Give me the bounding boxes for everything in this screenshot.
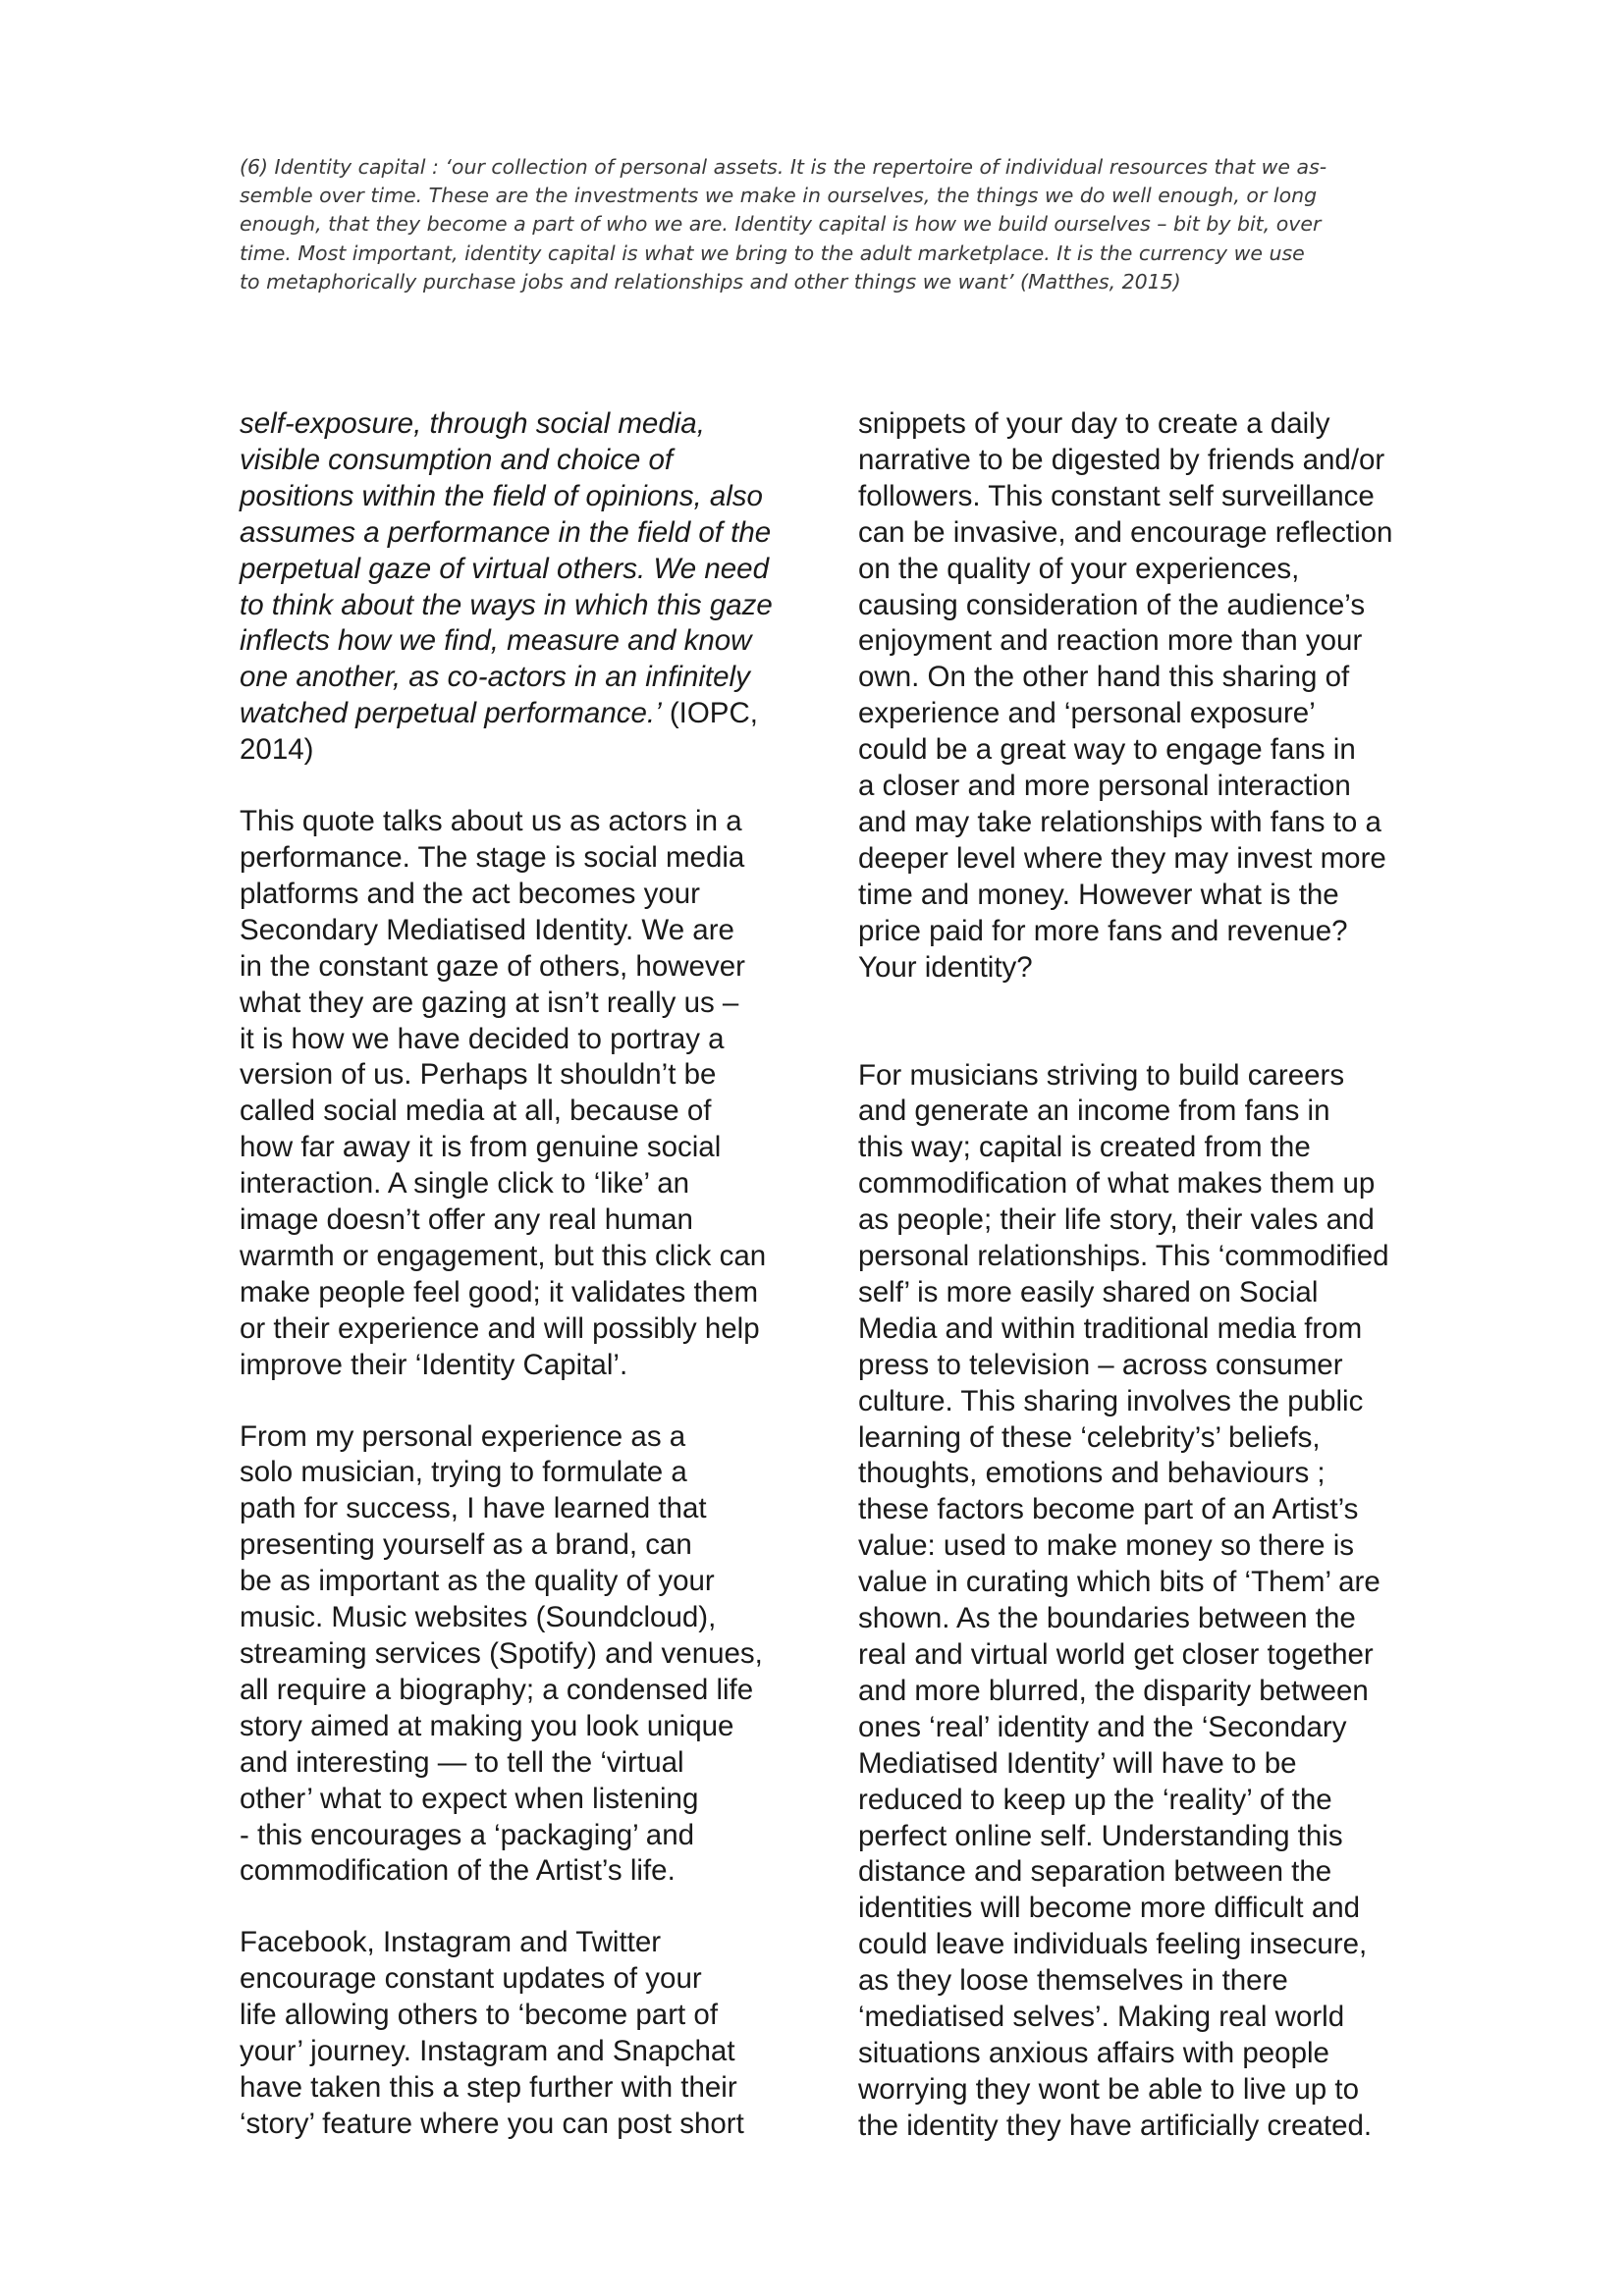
footnote-identity-capital	[240, 153, 1408, 296]
left-column	[240, 406, 809, 2178]
body-paragraph: Facebook, Instagram and Twitter encourage constant updates of your life allowing others to ‘become part of your’ journey. Instagram and Snapchat have taken this a step further with their ‘story’ feature where you can post short	[240, 1926, 744, 2140]
body-paragraph: snippets of your day to create a daily narrative to be digested by friends and/or followers. This constant self surveillance can be invasive, and encourage reflection on the quality of your experiences, causing consideration of the audience’s enjoyment and reaction more than your own. On the other hand this sharing of experience and ‘personal exposure’ could be a great way to engage fans in a closer and more personal interaction and may take relationships with fans to a deeper level where they may invest more time and money. However what is the price paid for more fans and revenue? Your identity?	[858, 407, 1393, 984]
body-paragraph: For musicians striving to build careers and generate an income from fans in this way; capital is created from the commodification of what makes them up as people; their life story, their vales and personal relationships. This ‘commodified self’ is more easily shared on Social Media and within traditional media from press to television – across consumer culture. This sharing involves the public learning of these ‘celebrity’s’ beliefs, thoughts, emotions and behaviours ; these factors become part of an Artist’s value: used to make money so there is value in curating which bits of ‘Them’ are shown. As the boundaries between the real and virtual world get closer together and more blurred, the disparity between ones ‘real’ identity and the ‘Secondary Mediatised Identity’ will have to be reduced to keep up the ‘reality’ of the perfect online self. Understanding this distance and separation between the identities will become more difficult and could leave individuals feeling insecure, as they loose themselves in there ‘mediatised selves’. Making real world situations anxious affairs with people worrying they wont be able to live up to the identity they have artificially created.	[858, 1058, 1389, 2142]
footnote-text: (6) Identity capital : ‘our collection of personal assets. It is the repertoire of individual resources that we as- semble over time. These are the investments we make in ourselves, the things we do well enough, or long enough, that they become a part of who we are. Identity capital is how we build ourselves – bit by bit, over time. Most important, identity capital is what we bring to the adult marketplace. It is the currency we use to metaphorically purchase jobs and relationships and other things we want’ (Matthes, 2015)	[240, 155, 1327, 294]
quote-citation: (IOPC, 2014)	[240, 697, 758, 767]
right-column	[858, 406, 1437, 2180]
body-paragraph: This quote talks about us as actors in a performance. The stage is social media platforms and the act becomes your Secondary Mediatised Identity. We are in the constant gaze of others, however what they are gazing at isn’t really us – it is how we have decided to portray a version of us. Perhaps It shouldn’t be called social media at all, because of how far away it is from genuine social interaction. A single click to ‘like’ an image doesn’t offer any real human warmth or engagement, but this click can make people feel good; it validates them or their experience and will possibly help improve their ‘Identity Capital’.	[240, 805, 767, 1381]
quote-italic-text: self-exposure, through social media, visible consumption and choice of positions within the field of opinions, also assumes a performance in the field of the perpetual gaze of virtual others. We need to think about the ways in which this gaze inflects how we find, measure and know one another, as co-actors in an infinitely watched perpetual performance.’	[240, 407, 773, 730]
quote-paragraph	[240, 406, 809, 769]
body-paragraph: From my personal experience as a solo musician, trying to formulate a path for success, I have learned that presenting yourself as a brand, can be as important as the quality of your music. Music websites (Soundcloud), streaming services (Spotify) and venues, all require a biography; a condensed life story aimed at making you look unique and interesting — to tell the ‘virtual other’ what to expect when listening - this encourages a ‘packaging’ and commodification of the Artist’s life.	[240, 1419, 763, 1888]
